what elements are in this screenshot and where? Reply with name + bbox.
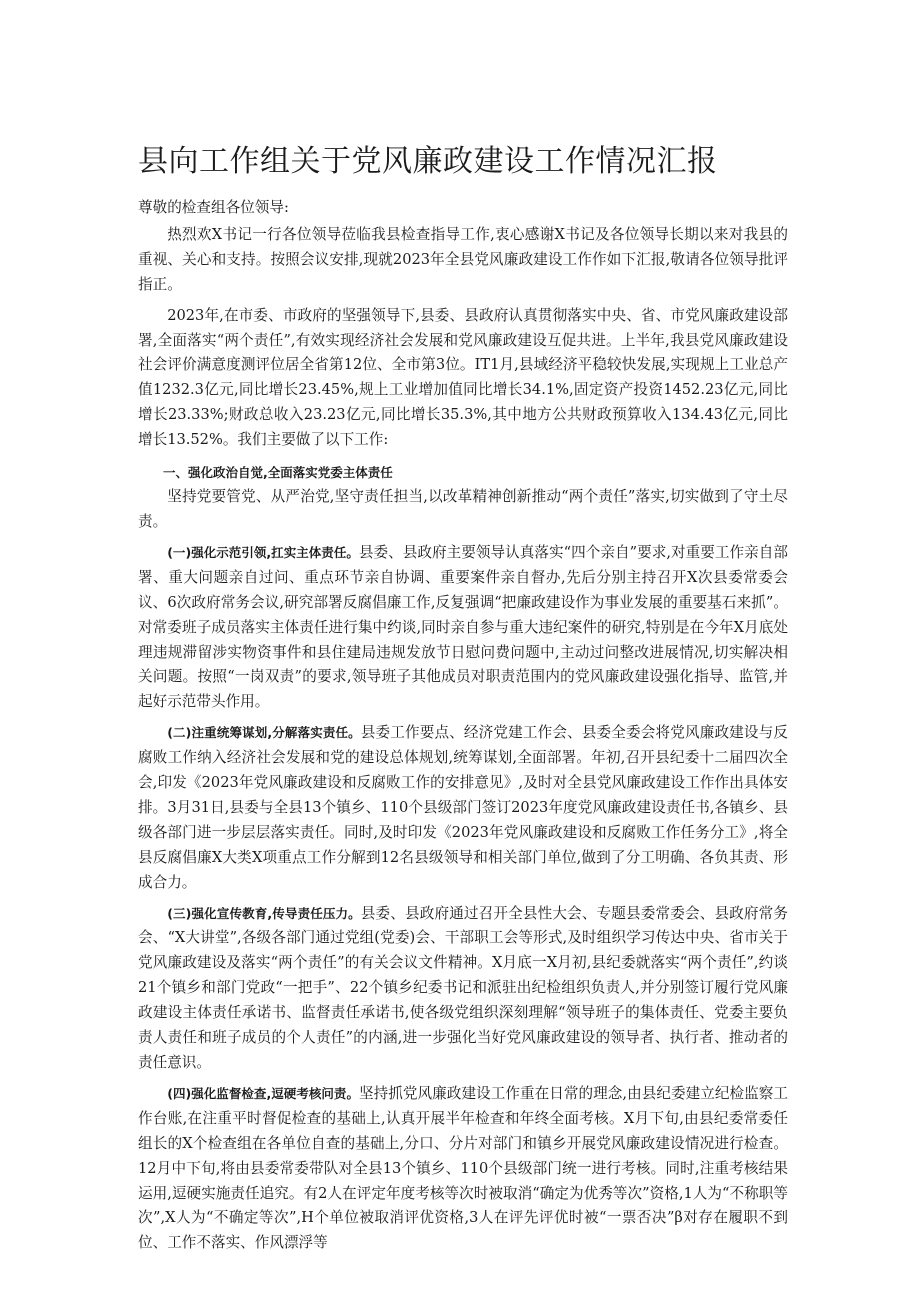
salutation: 尊敬的检查组各位领导: bbox=[138, 199, 289, 216]
item-heading-1: (一)强化示范引领,扛实主体责任。 bbox=[167, 544, 359, 560]
paragraph-intro: 热烈欢X书记一行各位领导莅临我县检查指导工作,衷心感谢X书记及各位领导长期以来对我县的重视、关心和支持。按照会议安排,现就2023年全县党风廉政建设工作作如下汇报,敬请各位领导批评指正。 bbox=[138, 225, 788, 293]
item-text-4: 坚持抓党风廉政建设工作重在日常的理念,由县纪委建立纪检监察工作台账,在注重平时督促检查的基础上,认真开展半年检查和年终全面考核。X月下旬,由县纪委常委任组长的X个检查组在各单位自查的基础上,分口、分片对部门和镇乡开展党风廉政建设情况进行检查。12月中下旬,将由县委常委带队对全县13个镇乡、110个县级部门统一进行考核。同时,注重考核结果运用,逗硬实施责任追究。有2人在评定年度考核等次时被取消“确定为优秀等次”资格,1人为“不称职等次”,X人为“不确定等次”,H个单位被取消评优资格,3人在评先评优时被“一票否决”β对存在履职不到位、工作不落实、作风漂浮等 bbox=[138, 1084, 788, 1252]
item-heading-3: (三)强化宣传教育,传导责任压力。 bbox=[167, 905, 361, 921]
item-paragraph-1 bbox=[138, 541, 788, 715]
item-paragraph-3 bbox=[138, 902, 788, 1076]
item-text-1: 县委、县政府主要领导认真落实“四个亲自”要求,对重要工作亲自部署、重大问题亲自过问、重点环节亲自协调、重要案件亲自督办,先后分别主持召开X次县委常委会议、6次政府常务会议,研究部署反腐倡廉工作,反复强调“把廉政建设作为事业发展的重要基石来抓”。对常委班子成员落实主体责任进行集中约谈,同时亲自参与重大违纪案件的研究,特别是在今年X月底处理违规滞留涉实物资事件和县住建局违规发放节日慰问费问题中,主动过问整改进展情况,切实解决相关问题。按照“一岗双责”的要求,领导班子其他成员对职责范围内的党风廉政建设强化指导、监管,并起好示范带头作用。 bbox=[138, 543, 788, 711]
document-title: 县向工作组关于党风廉政建设工作情况汇报 bbox=[138, 144, 718, 179]
item-heading-2: (二)注重统筹谋划,分解落实责任。 bbox=[167, 725, 361, 741]
item-heading-4: (四)强化监督检查,逗硬考核问责。 bbox=[167, 1085, 360, 1101]
item-paragraph-2 bbox=[138, 721, 788, 895]
item-paragraph-4 bbox=[138, 1082, 788, 1256]
section-heading-1: 一、强化政治自觉,全面落实党委主体责任 bbox=[163, 465, 393, 481]
section-intro: 坚持党要管党、从严治党,坚守责任担当,以改革精神创新推动“两个责任”落实,切实做到了守土尽责。 bbox=[138, 488, 788, 530]
item-text-3: 县委、县政府通过召开全县性大会、专题县委常委会、县政府常务会、“X大讲堂”,各级各部门通过党组(党委)会、干部职工会等形式,及时组织学习传达中央、省市关于党风廉政建设及落实“两个责任”的有关会议文件精神。X月底一X月初,县纪委就落实“两个责任”,约谈21个镇乡和部门党政“一把手”、22个镇乡纪委书记和派驻出纪检组织负责人,并分别签订履行党风廉政建设主体责任承诺书、监督责任承诺书,使各级党组织深刻理解“领导班子的集体责任、党委主要负责人责任和班子成员的个人责任”的内涵,进一步强化当好党风廉政建设的领导者、执行者、推动者的责任意识。 bbox=[138, 904, 788, 1071]
document-body bbox=[138, 196, 788, 1256]
item-text-2: 县委工作要点、经济党建工作会、县委全委会将党风廉政建设与反腐败工作纳入经济社会发展和党的建设总体规划,统筹谋划,全面部署。年初,召开县纪委十二届四次全会,印发《2023年党风廉政建设和反腐败工作的安排意见》,及时对全县党风廉政建设工作作出具体安排。3月31日,县委与全县13个镇乡、110个县级部门签订2023年度党风廉政建设责任书,各镇乡、县级各部门进一步层层落实责任。同时,及时印发《2023年党风廉政建设和反腐败工作任务分工》,将全县反腐倡廉X大类X项重点工作分解到12名县级领导和相关部门单位,做到了分工明确、各负其责、形成合力。 bbox=[138, 724, 788, 891]
paragraph-overview: 2023年,在市委、市政府的坚强领导下,县委、县政府认真贯彻落实中央、省、市党风廉政建设部署,全面落实“两个责任”,有效实现经济社会发展和党风廉政建设互促共进。上半年,我县党风廉政建设社会评价满意度测评位居全省第12位、全市第3位。IT1月,县域经济平稳较快发展,实现规上工业总产值1232.3亿元,同比增长23.45%,规上工业增加值同比增长34.1%,固定资产投资1452.23亿元,同比增长23.33%;财政总收入23.23亿元,同比增长35.3%,其中地方公共财政预算收入134.43亿元,同比增长13.52%。我们主要做了以下工作: bbox=[138, 306, 788, 449]
